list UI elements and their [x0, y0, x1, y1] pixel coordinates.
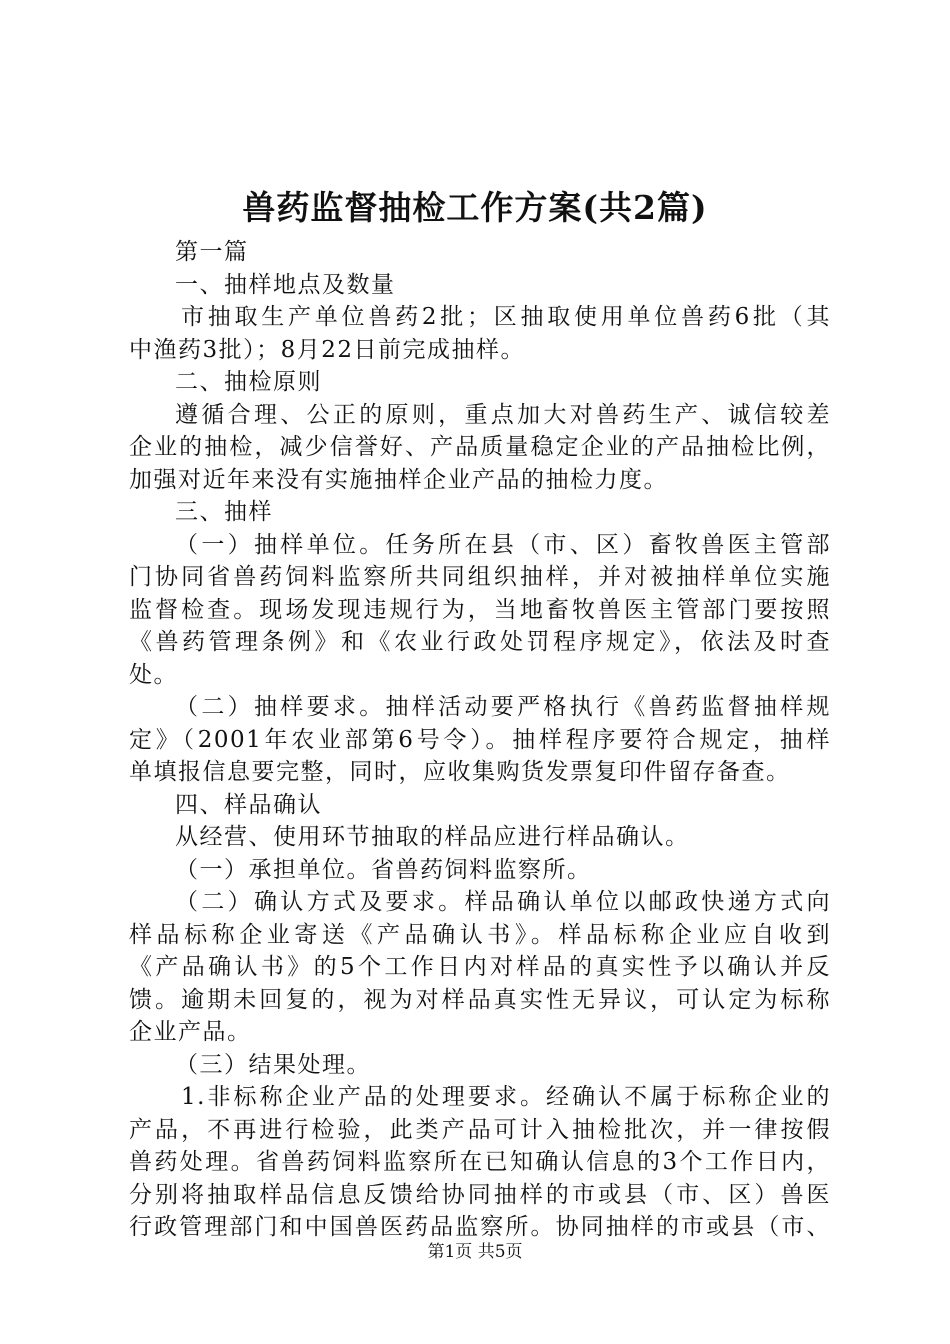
paragraph-line: 分别将抽取样品信息反馈给协同抽样的市或县（市、区）兽医 [129, 1181, 831, 1208]
paragraph-line: 一、抽样地点及数量 [175, 271, 396, 298]
paragraph-line: 企业产品。 [129, 1019, 252, 1045]
paragraph-line: 《兽药管理条例》和《农业行政处罚程序规定》，依法及时查 [129, 629, 831, 655]
paragraph-line: 二、抽检原则 [175, 369, 322, 395]
paragraph-line: 处。 [129, 661, 178, 688]
document-body [129, 236, 831, 1244]
paragraph-line: （一）抽样单位。任务所在县（市、区）畜牧兽医主管部 [175, 531, 831, 558]
paragraph-line: （二）抽样要求。抽样活动要严格执行《兽药监督抽样规 [175, 694, 831, 720]
paragraph-line: 单填报信息要完整，同时，应收集购货发票复印件留存备查。 [129, 759, 791, 785]
paragraph-line: 1.非标称企业产品的处理要求。经确认不属于标称企业的 [181, 1084, 831, 1110]
page-number-footer: 第1页 共5页 [427, 1242, 523, 1262]
paragraph-line: 《产品确认书》的5个工作日内对样品的真实性予以确认并反 [129, 954, 831, 980]
paragraph-line: （三）结果处理。 [175, 1051, 371, 1078]
paragraph-line: 四、样品确认 [175, 791, 322, 818]
paragraph-line: 样品标称企业寄送《产品确认书》。样品标称企业应自收到 [129, 921, 831, 948]
paragraph-line: 兽药处理。省兽药饲料监察所在已知确认信息的3个工作日内， [129, 1149, 831, 1175]
paragraph-line: 产品，不再进行检验，此类产品可计入抽检批次，并一律按假 [129, 1116, 831, 1143]
paragraph-line: （二）确认方式及要求。样品确认单位以邮政快递方式向 [175, 889, 831, 915]
paragraph-line: （一）承担单位。省兽药饲料监察所。 [175, 856, 592, 883]
paragraph-line: 馈。逾期未回复的，视为对样品真实性无异议，可认定为标称 [129, 986, 831, 1013]
document-title: 兽药监督抽检工作方案(共2篇) [242, 188, 708, 227]
paragraph-line: 从经营、使用环节抽取的样品应进行样品确认。 [175, 824, 690, 850]
paragraph-line: 加强对近年来没有实施抽样企业产品的抽检力度。 [129, 466, 668, 493]
paragraph-line: 定》（2001年农业部第6号令）。抽样程序要符合规定，抽样 [129, 726, 831, 753]
paragraph-line: 门协同省兽药饲料监察所共同组织抽样，并对被抽样单位实施 [129, 564, 831, 590]
paragraph-line: 监督检查。现场发现违规行为，当地畜牧兽医主管部门要按照 [129, 596, 831, 623]
paragraph-line: 遵循合理、公正的原则，重点加大对兽药生产、诚信较差 [175, 401, 831, 428]
paragraph-line: 市抽取生产单位兽药2批；区抽取使用单位兽药6批（其 [181, 304, 831, 330]
paragraph-line: 中渔药3批）；8月22日前完成抽样。 [129, 336, 526, 363]
paragraph-line: 三、抽样 [175, 499, 273, 525]
paragraph-line: 企业的抽检，减少信誉好、产品质量稳定企业的产品抽检比例， [129, 434, 831, 460]
paragraph-line: 行政管理部门和中国兽医药品监察所。协同抽样的市或县（市、 [129, 1214, 831, 1240]
paragraph-line: 第一篇 [175, 239, 249, 265]
